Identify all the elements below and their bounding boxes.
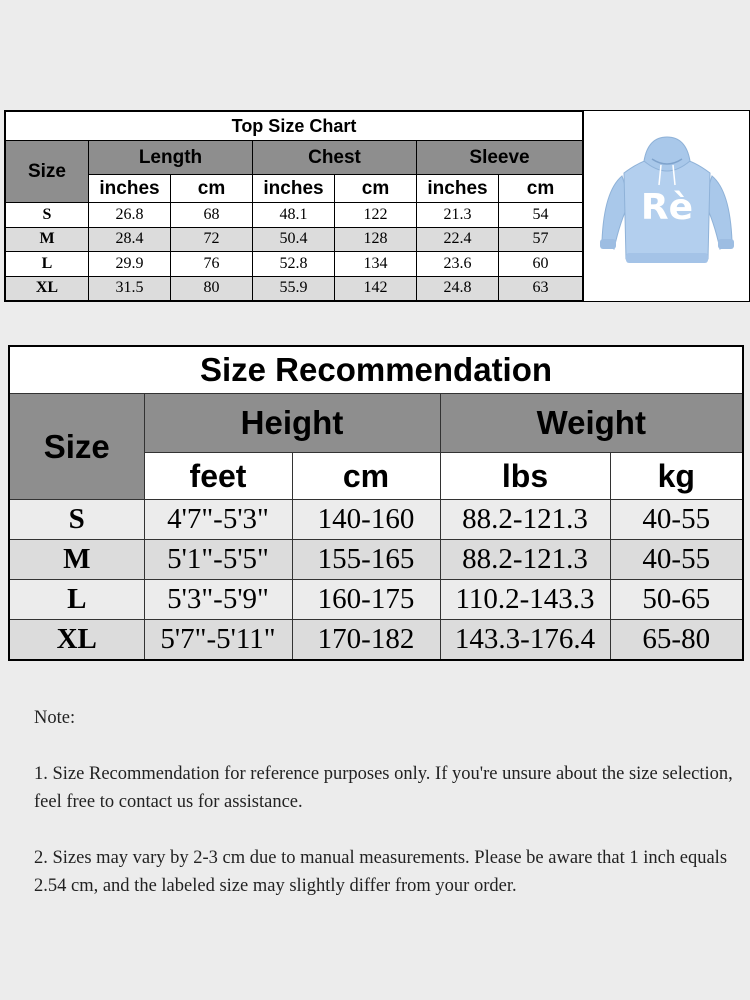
unit-header: lbs xyxy=(440,453,610,500)
unit-header: inches xyxy=(89,174,171,202)
table-cell: 88.2-121.3 xyxy=(440,500,610,540)
table-cell: 170-182 xyxy=(292,620,440,661)
size-label: XL xyxy=(9,620,144,661)
table-cell: 5'7"-5'11" xyxy=(144,620,292,661)
size-label: M xyxy=(6,227,89,251)
table-cell: 31.5 xyxy=(89,276,171,300)
unit-header: cm xyxy=(171,174,253,202)
table-cell: 122 xyxy=(335,203,417,227)
table-cell: 155-165 xyxy=(292,540,440,580)
table-cell: 55.9 xyxy=(253,276,335,300)
table-cell: 5'3"-5'9" xyxy=(144,580,292,620)
table-row xyxy=(9,500,743,540)
table-row xyxy=(6,276,583,300)
top-size-chart xyxy=(4,110,750,302)
table-cell: 88.2-121.3 xyxy=(440,540,610,580)
note-item: 2. Sizes may vary by 2-3 cm due to manual measurements. Please be aware that 1 inch equals 2.54 cm, and the labeled size may slightly differ from your order. xyxy=(34,848,728,896)
table-row xyxy=(6,252,583,276)
table-cell: 57 xyxy=(499,227,583,251)
table-cell: 28.4 xyxy=(89,227,171,251)
hoodie-icon xyxy=(592,131,742,281)
table-cell: 60 xyxy=(499,252,583,276)
table-cell: 160-175 xyxy=(292,580,440,620)
table-cell: 143.3-176.4 xyxy=(440,620,610,661)
size-header: Size xyxy=(6,141,89,203)
top-size-table xyxy=(5,111,583,301)
table-cell: 76 xyxy=(171,252,253,276)
table-cell: 128 xyxy=(335,227,417,251)
table-cell: 134 xyxy=(335,252,417,276)
size-label: L xyxy=(9,580,144,620)
table-cell: 21.3 xyxy=(417,203,499,227)
note-item: 1. Size Recommendation for reference purposes only. If you're unsure about the size selection, feel free to contact us for assistance. xyxy=(34,764,733,812)
table-cell: 110.2-143.3 xyxy=(440,580,610,620)
table-cell: 24.8 xyxy=(417,276,499,300)
table-cell: 40-55 xyxy=(610,500,743,540)
size-recommendation-table xyxy=(8,345,744,661)
svg-text:Rè: Rè xyxy=(640,187,693,228)
table-cell: 80 xyxy=(171,276,253,300)
unit-header: cm xyxy=(335,174,417,202)
table-cell: 63 xyxy=(499,276,583,300)
size-label: XL xyxy=(6,276,89,300)
unit-header: inches xyxy=(253,174,335,202)
unit-header: kg xyxy=(610,453,743,500)
notes-heading: Note: xyxy=(34,708,76,728)
table-cell: 140-160 xyxy=(292,500,440,540)
table-row xyxy=(9,540,743,580)
table-row xyxy=(6,203,583,227)
unit-header: inches xyxy=(417,174,499,202)
table-cell: 72 xyxy=(171,227,253,251)
table-cell: 65-80 xyxy=(610,620,743,661)
sleeve-header: Sleeve xyxy=(417,141,583,175)
size-label: S xyxy=(6,203,89,227)
table-cell: 4'7"-5'3" xyxy=(144,500,292,540)
table-cell: 52.8 xyxy=(253,252,335,276)
table-row xyxy=(6,227,583,251)
table-row xyxy=(9,580,743,620)
table-cell: 23.6 xyxy=(417,252,499,276)
table-cell: 29.9 xyxy=(89,252,171,276)
table-cell: 50-65 xyxy=(610,580,743,620)
table-cell: 54 xyxy=(499,203,583,227)
table-cell: 68 xyxy=(171,203,253,227)
chest-header: Chest xyxy=(253,141,417,175)
size-label: M xyxy=(9,540,144,580)
table-cell: 142 xyxy=(335,276,417,300)
table-row xyxy=(9,620,743,661)
unit-header: cm xyxy=(499,174,583,202)
size-label: S xyxy=(9,500,144,540)
height-header: Height xyxy=(144,394,440,453)
product-image xyxy=(583,111,749,301)
length-header: Length xyxy=(89,141,253,175)
weight-header: Weight xyxy=(440,394,743,453)
size-label: L xyxy=(6,252,89,276)
top-chart-title: Top Size Chart xyxy=(6,112,583,141)
table-cell: 5'1"-5'5" xyxy=(144,540,292,580)
table-cell: 48.1 xyxy=(253,203,335,227)
table-cell: 26.8 xyxy=(89,203,171,227)
recommendation-title: Size Recommendation xyxy=(9,346,743,394)
table-cell: 50.4 xyxy=(253,227,335,251)
unit-header: cm xyxy=(292,453,440,500)
notes-section xyxy=(34,704,746,928)
table-cell: 40-55 xyxy=(610,540,743,580)
table-cell: 22.4 xyxy=(417,227,499,251)
size-header: Size xyxy=(9,394,144,500)
unit-header: feet xyxy=(144,453,292,500)
